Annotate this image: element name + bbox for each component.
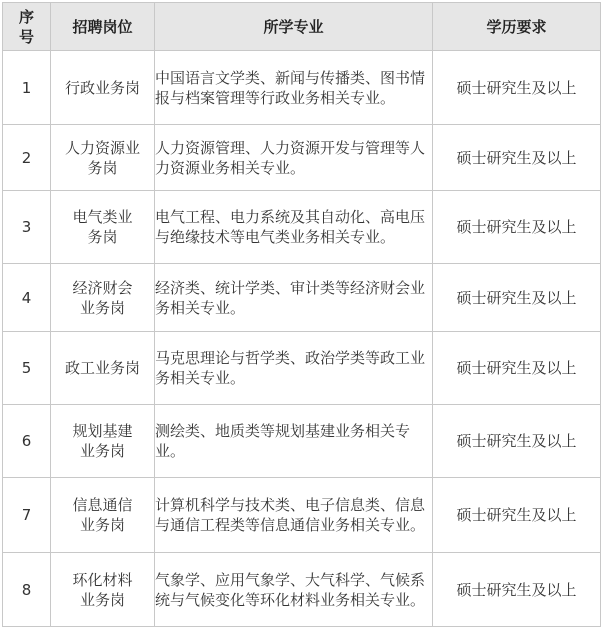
row-post-label: 环化材料业务岗 xyxy=(72,570,133,609)
table-body xyxy=(3,51,601,627)
table-row xyxy=(3,478,601,553)
row-requirement: 硕士研究生及以上 xyxy=(433,553,601,627)
row-major: 电气工程、电力系统及其自动化、高电压与绝缘技术等电气类业务相关专业。 xyxy=(155,191,433,264)
row-requirement: 硕士研究生及以上 xyxy=(433,405,601,478)
row-requirement: 硕士研究生及以上 xyxy=(433,478,601,553)
header-major-label: 所学专业 xyxy=(263,17,324,36)
row-requirement: 硕士研究生及以上 xyxy=(433,191,601,264)
header-index-label: 序号 xyxy=(18,7,34,46)
row-index: 8 xyxy=(3,553,51,627)
table-header xyxy=(3,3,601,51)
row-major: 中国语言文学类、新闻与传播类、图书情报与档案管理等行政业务相关专业。 xyxy=(155,51,433,125)
row-post-label: 电气类业务岗 xyxy=(72,208,133,246)
row-post-label: 经济财会业务岗 xyxy=(72,278,133,317)
table-row xyxy=(3,51,601,125)
table-row xyxy=(3,125,601,191)
row-major: 马克思理论与哲学类、政治学类等政工业务相关专业。 xyxy=(155,332,433,405)
row-index: 2 xyxy=(3,125,51,191)
header-row xyxy=(3,3,601,51)
row-post-label: 人力资源业务岗 xyxy=(64,138,140,177)
table-row xyxy=(3,191,601,264)
header-post-label: 招聘岗位 xyxy=(72,17,133,36)
row-index: 6 xyxy=(3,405,51,478)
header-requirement-label: 学历要求 xyxy=(486,17,547,36)
table-row xyxy=(3,553,601,627)
row-requirement: 硕士研究生及以上 xyxy=(433,264,601,332)
row-post xyxy=(51,125,155,191)
table-row xyxy=(3,332,601,405)
row-post xyxy=(51,191,155,264)
row-post xyxy=(51,332,155,405)
row-requirement: 硕士研究生及以上 xyxy=(433,332,601,405)
row-index: 4 xyxy=(3,264,51,332)
row-post xyxy=(51,553,155,627)
row-post xyxy=(51,264,155,332)
row-requirement: 硕士研究生及以上 xyxy=(433,125,601,191)
row-index: 1 xyxy=(3,51,51,125)
row-major: 人力资源管理、人力资源开发与管理等人力资源业务相关专业。 xyxy=(155,125,433,191)
row-major: 计算机科学与技术类、电子信息类、信息与通信工程类等信息通信业务相关专业。 xyxy=(155,478,433,553)
row-requirement: 硕士研究生及以上 xyxy=(433,51,601,125)
table-row xyxy=(3,405,601,478)
header-post xyxy=(51,3,155,51)
header-index xyxy=(3,3,51,51)
row-post-label: 政工业务岗 xyxy=(64,359,140,377)
recruitment-table xyxy=(2,2,601,627)
row-post xyxy=(51,51,155,125)
row-post-label: 信息通信业务岗 xyxy=(72,496,133,534)
header-major xyxy=(155,3,433,51)
row-post-label: 规划基建业务岗 xyxy=(72,422,133,460)
header-requirement xyxy=(433,3,601,51)
row-post-label: 行政业务岗 xyxy=(64,78,140,97)
row-index: 7 xyxy=(3,478,51,553)
row-post xyxy=(51,478,155,553)
row-post xyxy=(51,405,155,478)
table-row xyxy=(3,264,601,332)
row-major: 气象学、应用气象学、大气科学、气候系统与气候变化等环化材料业务相关专业。 xyxy=(155,553,433,627)
row-major: 测绘类、地质类等规划基建业务相关专业。 xyxy=(155,405,433,478)
row-index: 5 xyxy=(3,332,51,405)
row-major: 经济类、统计学类、审计类等经济财会业务相关专业。 xyxy=(155,264,433,332)
row-index: 3 xyxy=(3,191,51,264)
